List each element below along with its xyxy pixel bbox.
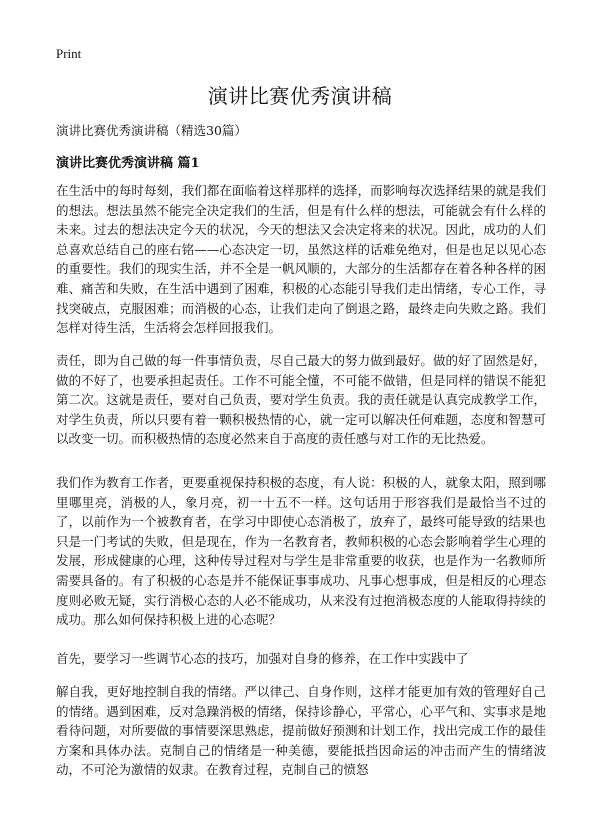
body-paragraph: 责任，即为自己做的每一件事情负责，尽自己最大的努力做到最好。做的好了固然是好，做的不好了，也要承担起责任。工作不可能全懂，不可能不做错，但是同样的错误不能犯第二次。这就是责任，要对自己负责，要对学生负责。我的责任就是认真完成教学工作，对学生负责，所以只要有着一颗积极热情的心，就一定可以解决任何难题，态度和智慧可以改变一切。而积极热情的态度必然来自于高度的责任感与对工作的无比热爱。 (56, 353, 546, 447)
body-paragraph: 在生活中的每时每刻，我们都在面临着这样那样的选择，而影响每次选择结果的就是我们的想法。想法虽然不能完全决定我们的生活，但是有什么样的想法，可能就会有什么样的未来。过去的想法决定今天的状况，今天的想法又会决定将来的状况。因此，成功的人们总喜欢总结自己的座右铭——心态决定一切，虽然这样的话难免绝对，但是也足以见心态的重要性。我们的现实生活，并不全是一帆风顺的，大部分的生活都存在着各种各样的困难、痛苦和失败，在生活中遇到了困难，积极的心态能引导我们走出情绪，专心工作，寻找突破点，克服困难；而消极的心态，让我们走向了倒退之路，最终走向失败之路。我们怎样对待生活，生活将会怎样回报我们。 (56, 183, 546, 336)
body-paragraph: 我们作为教育工作者，更要重视保持积极的态度，有人说：积极的人，就象太阳，照到哪里哪里亮，消极的人，象月亮，初一十五不一样。这句话用于形容我们是最恰当不过的了，以前作为一个被教育者，在学习中即使心态消极了，放弃了，最终可能导致的结果也只是一门考试的失败，但是现在，作为一名教育者，教师积极的心态会影响着学生心理的发展，形成健康的心理，这种传导过程对与学生是非常重要的收获，也是作为一名教师所需要具备的。有了积极的心态是并不能保证事事成功、凡事心想事成，但是相反的心理态度则必败无疑，实行消极心态的人必不能成功，从来没有过抱消极态度的人能取得持续的成功。那么如何保持积极上进的心态呢？ (56, 475, 546, 628)
section-heading: 演讲比赛优秀演讲稿 篇1 (56, 156, 200, 171)
body-paragraph: 首先，要学习一些调节心态的技巧，加强对自身的修养，在工作中实践中了 (56, 651, 469, 666)
document-subtitle: 演讲比赛优秀演讲稿（精选30篇） (56, 123, 247, 138)
page-title: 演讲比赛优秀演讲稿 (207, 84, 393, 108)
body-paragraph: 解自我，更好地控制自我的情绪。严以律己、自身作则，这样才能更加有效的管理好自己的情绪。遇到困难，反对急躁消极的情绪，保持诊静心，平常心，心平气和、实事求是地看待问题，对所要做的事情要深思熟虑，提前做好预测和计划工作，找出完成工作的最佳方案和具体办法。克制自己的情绪是一种美德，要能抵挡因命运的冲击而产生的情绪波动，不可沦为激情的奴隶。在教育过程，克制自己的愤怒 (56, 684, 546, 778)
print-link[interactable]: Print (56, 46, 82, 61)
